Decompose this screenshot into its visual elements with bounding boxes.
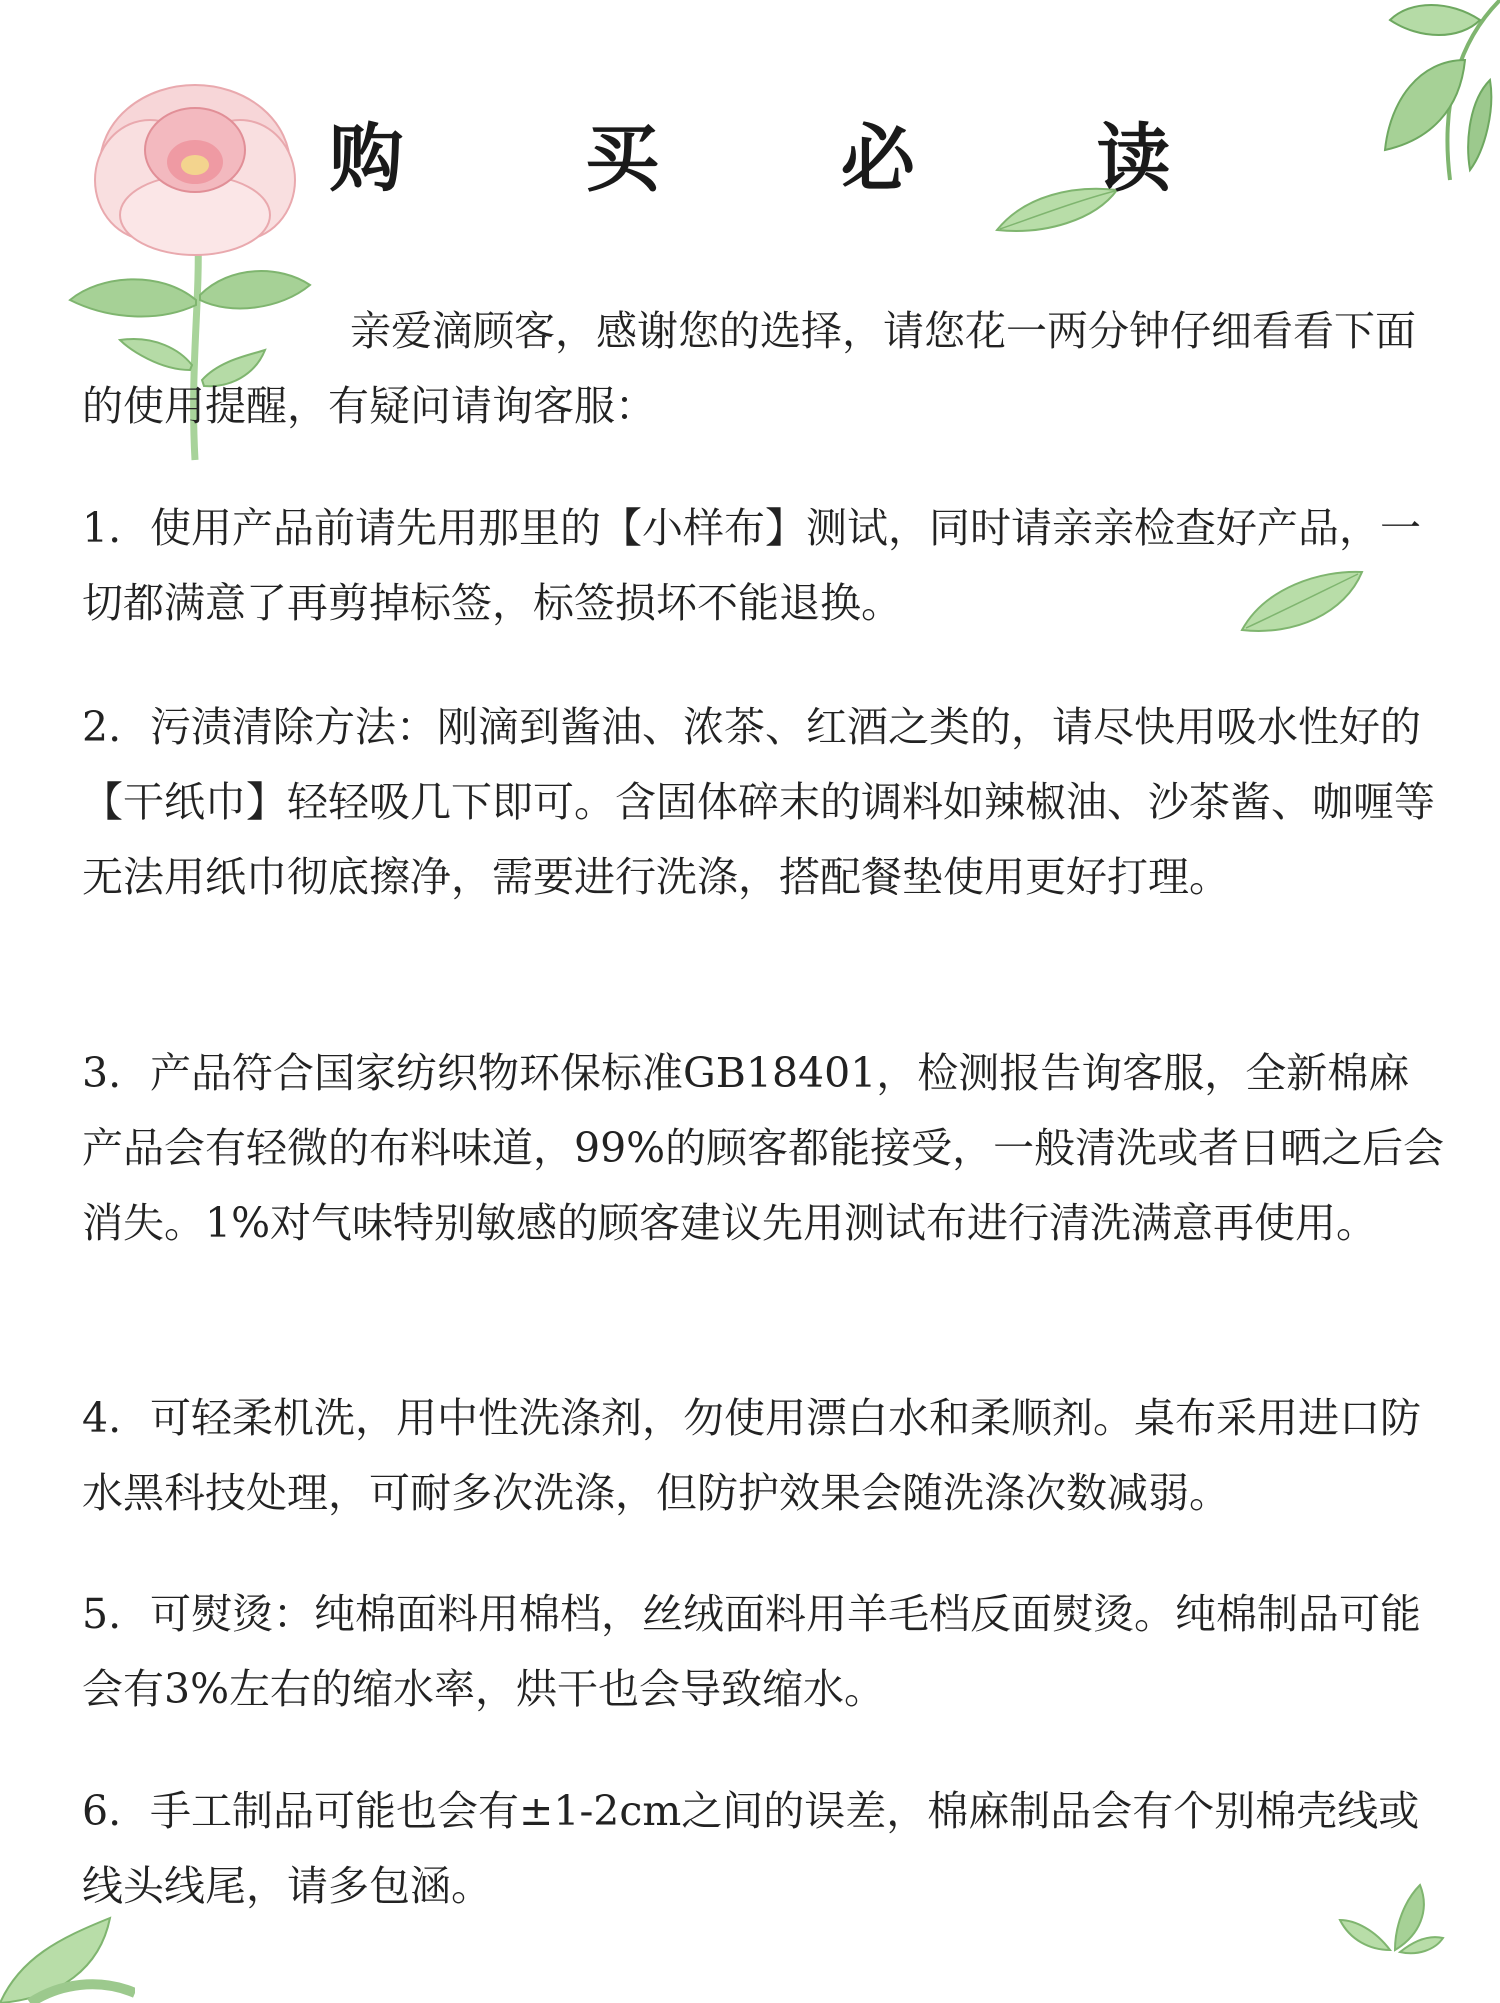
item-number: 6.	[82, 1787, 122, 1835]
item-number: 5.	[82, 1590, 122, 1638]
list-item	[82, 1577, 1447, 1727]
item-number: 4.	[82, 1394, 122, 1442]
item-number: 1.	[82, 504, 122, 552]
item-text: 产品符合国家纺织物环保标准GB18401，检测报告询客服，全新棉麻产品会有轻微的布料味道，99%的顾客都能接受，一般清洗或者日晒之后会消失。1%对气味特别敏感的顾客建议先用测试布进行清洗满意再使用。	[82, 1049, 1445, 1247]
item-text: 使用产品前请先用那里的【小样布】测试，同时请亲亲检查好产品，一切都满意了再剪掉标签，标签损坏不能退换。	[82, 504, 1421, 627]
item-text: 污渍清除方法：刚滴到酱油、浓茶、红酒之类的，请尽快用吸水性好的【干纸巾】轻轻吸几下即可。含固体碎末的调料如辣椒油、沙茶酱、咖喱等无法用纸巾彻底擦净，需要进行洗涤，搭配餐垫使用更好打理。	[82, 703, 1435, 901]
item-text: 可轻柔机洗，用中性洗涤剂，勿使用漂白水和柔顺剂。桌布采用进口防水黑科技处理，可耐多次洗涤，但防护效果会随洗涤次数减弱。	[82, 1394, 1421, 1517]
list-item	[82, 690, 1447, 915]
list-item	[82, 1774, 1447, 1924]
list-item	[82, 1381, 1447, 1531]
list-item	[82, 1036, 1447, 1261]
item-number: 3.	[82, 1049, 122, 1097]
item-text: 手工制品可能也会有±1-2cm之间的误差，棉麻制品会有个别棉壳线或线头线尾，请多包涵。	[82, 1787, 1420, 1910]
item-text: 可熨烫：纯棉面料用棉档，丝绒面料用羊毛档反面熨烫。纯棉制品可能会有3%左右的缩水率，烘干也会导致缩水。	[82, 1590, 1421, 1713]
item-number: 2.	[82, 703, 122, 751]
page-title: 购 买 必 读	[329, 116, 1249, 202]
list-item	[82, 491, 1447, 641]
intro-paragraph: 亲爱滴顾客，感谢您的选择，请您花一两分钟仔细看看下面的使用提醒，有疑问请询客服：	[82, 307, 1416, 430]
